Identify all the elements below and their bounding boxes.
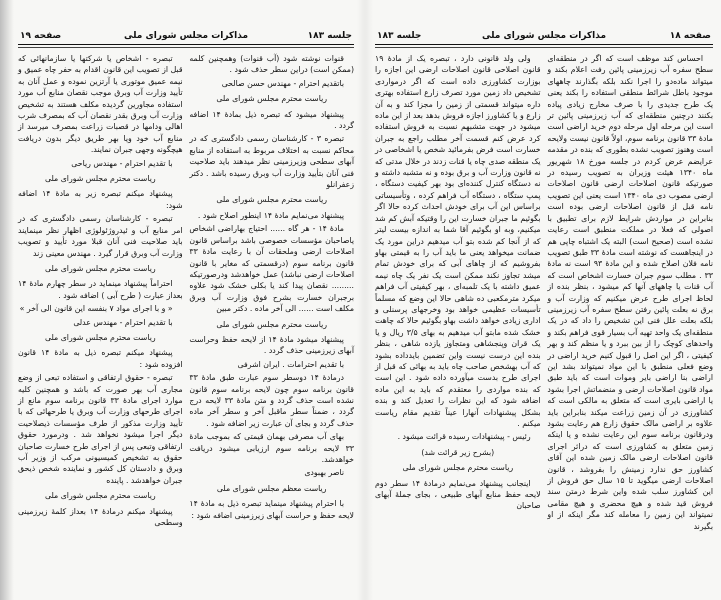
signature-line: ناصر بهبودی <box>304 468 344 478</box>
text-column-left <box>18 53 183 530</box>
signature-line: با تقدیم احترام - مهندس عدلی <box>73 317 173 327</box>
paragraph: « و با اجرای مواد ۷ بنفسه این قانون الی آخر » <box>19 304 173 314</box>
paragraph: با احترام پیشنهاد مینماید تبصره ذیل به مادهٔ ۱۴ لایحه حفظ و حراست آبهای زیرزمینی اضافه شود : <box>189 499 354 520</box>
paragraph: پیشنهاد میشود مادهٔ ۱۴ از لایحه حفظ وحراست آبهای زیرزمینی حذف گردد . <box>189 334 354 356</box>
session-number: جلسه ۱۸۳ <box>377 31 422 41</box>
paragraph: قنوات نوشته شود (آب قنوات) وهمچنین کلمه (ممکن است) دراین سطر حذف شود . <box>189 54 354 75</box>
section-heading: (بشرح زیر قرائت شد) <box>421 447 495 457</box>
running-title: مذاکرات مجلس شورای ملی <box>481 31 607 41</box>
running-title: مذاکرات مجلس شورای ملی <box>123 31 249 41</box>
paragraph: پیشنهاد میکنم تبصره ذیل به مادهٔ ۱۴ قانون افزوده شود : <box>18 348 183 369</box>
paragraph: پیشنهاد میکنم تبصره زیر به مادهٔ ۱۴ اضافه شود: <box>18 189 183 210</box>
paragraph: تبصره - حقوق ارتفاقی و استفاده تبعی از وضع مجاری آب بهر صورت که باشد و همچنین کلیه موارد اجرای مادهٔ ۳۳ قانون برنامه سوم مانع از اجرای طرحهای وزارت آب وبرق یا طرحهائی که با تأیید وزارت مذکور از طرف مؤسسات ذیصلاحیت دیگر اجرا میشود نخواهد شد . ودرمورد حقوق ارتفاقی وتبعی پس از اجرای طرح خسارت صاحبان حقوق به تشخیص کمیسیونی مرکب از وزیر آب وبرق و دادستان کل کشور و نماینده شخص ذیحق جبران خواهدشد . پاینده <box>18 373 183 485</box>
paragraph: پیشنهاد میشود که تبصره ذیل بمادهٔ ۱۴ اضافه گردد . <box>189 109 354 131</box>
signature-line: باتقدیم احترام - مهندس حسن صالحی <box>221 78 344 88</box>
signature-line: با تقدیم احترام - مهندس ریاحی <box>71 158 173 168</box>
paragraph: احتراماً پیشنهاد مینماید در سطر چهارم مادهٔ ۱۴ بعداز عبارت ( طرح آبی ) اضافه شود . <box>18 279 183 300</box>
paragraph: اینجانب پیشنهاد می‌نمایم درمادهٔ ۱۴ سطر دوم لایحه حفظ منابع آبهای طبیعی ، بجای جملهٔ آبهای صاحبان <box>375 478 541 511</box>
paragraph: بهای آب مصرفی بهمان قیمتی که بموجب مادهٔ ۳۳ لایحه برنامه سوم ارزیابی میشود دریافت خواهدشد. <box>189 432 354 464</box>
page-header <box>375 30 713 45</box>
section-heading: ریاست محترم مجلس شورای ملی <box>216 319 328 329</box>
paragraph: ولی ولد قانونی دارد ، تبصره یک از مادهٔ ۱۹ قانون اصلاحی قانون اصلاحات ارضی این اجازه را بوزارت کشاورزی داده است که اگر درمواردی تشخیص داد زمین مورد تصرف زارع استفاده بهتری داره میتواند قسمتی از زمین را مجزا کند و به آن زارع و یا کشاورز اجازه فروش بدهد بعد از این ماده میشود در جهت متشبهم نسبت به فروش استفاده کرد عرض کنم قسمت آخر مطلب راجع به جبران خسارت است فرض بفرمائید شخص یا اشخاصی در یک منطقه صدی چاه یا قنات زدند در خلال مدتی که نه قانون وزارت آب و برق بوده و نه متشبه داشته و نه دستگاه کنترل کننده‌ای بود بهر کیفیت دستگاه ، پمپ ستگاه ، دستگاه آب فراهم کرده ، وتأسیساتی براساس این آب برای خودش احداث کرده حالا اگر بگوئیم ما جبران خسارت این را وقتیکه آبش کم شد میکنیم، وبه او بگوئیم آقا شما به اندازه بیست لیتر که از آنجا کم شده بتو آب میدهیم دراین مورد یک ضمانت میخواهد یعنی ما باید آب را به قیمتی بهاو بفروشیم که از چاهای آبی که برای خودش تمام میشد تجاوز نکند ممکن است یک نفر یک چاه نیمه عمیق داشته با یک تلمبه‌ای ، بهر کیفیتی آب فراهم میکرد مترمکعبی ده شاهی حالا این وضع که مسلماً تأسیسات عظیمی خواهد بود وخرجهای پرسنلی و اداری زیادی خواهد داشت بهاو بگوئیم حالا که چاهت خشک شده مابتو آب میدهیم به بهای ۳/۵ ریال و یا یک قران وپنجشاهی ومتجاوز یازده شاهی ، بنظر بنده این درست نیست واین تضمین بایدداده بشود که آب بهشخص صاحب چاه باید به بهائی که قبل از اجرای طرح بدست میآورده داده شود . این است که بنده مواردی را معتقدم که باید به این ماده اضافه شود که این نظرات را تعدیل کند و بنده بشکل پیشنهادات آنهارا عیناً تقدیم مقام ریاست میکنم . <box>375 54 541 428</box>
page-19 <box>18 30 354 530</box>
text-column-right <box>547 53 713 534</box>
section-heading: ریاست محترم مجلس شورای ملی <box>44 263 156 273</box>
section-heading: ریاست محترم مجلس شورای ملی <box>44 174 156 184</box>
section-heading: ریاست محترم مجلس شورای ملی <box>44 491 156 501</box>
page-columns <box>375 53 713 534</box>
section-heading: ریاست محترم مجلس شورای ملی <box>216 94 328 104</box>
signature-line: با تقدیم احترامات . ایران اشرفی <box>237 359 344 369</box>
section-heading: ریاست معظم مجلس شورای ملی <box>216 483 327 493</box>
signature-line: رئیس - پیشنهادات رسیده قرائت میشود . <box>397 432 531 442</box>
paragraph: تبصره - کارشناسان رسمی دادگستری که در امر منابع آب و ئیدروژئولوژی اظهار نظر مینمایند باید صلاحیت فنی آنان قبلا مورد تأیید و تصویب وزارت آب وبرق قرار گیرد . مهندس معینی زند <box>18 214 183 258</box>
paragraph: درمادهٔ ۱۴ دوسطر سوم عبارت طبق مادهٔ ۳۳ قانون برنامه سوم چون لایحه برنامه سوم قانون نشده است حذف گردد و متن مادهٔ ۳۳ لایحه درج گردد ، ضمناً سطر ماقبل آخر و سطر آخر ماده حذف گردد و بجای آن عبارت زیر اضافه شود . <box>189 373 354 428</box>
page-18 <box>375 30 713 534</box>
page-header <box>18 30 354 45</box>
page-number: صفحه ۱۸ <box>669 31 711 41</box>
section-heading: ریاست محترم مجلس شورای ملی <box>216 195 328 205</box>
section-heading: ریاست محترم مجلس شورای ملی <box>402 463 514 473</box>
paragraph: مادهٔ ۱۴ - هر گاه ...... احتیاج بهاراضی اشخاص یاصاحبان مؤسسات خصوصی باشد براساس قانون اصلاحات ارضی وملحقات آن با رعایت مادهٔ ۳۳ قانون برنامه سوم (درقسمتی که مغایر با قانون اصلاحات ارضی نباشد) عمل خواهدشد ودرصورتیکه ......... نقصان پیدا کند یا بکلی خشک شود علاوه برجبران خسارت بشرح فوق وزارت آب وبرق مکلف است ...... الی آخر ماده . دکتر مبین <box>189 224 354 314</box>
paragraph: پیشنهاد می‌نمایم مادهٔ ۱۴ اینطور اصلاح شود . <box>197 210 344 220</box>
page-number: صفحه ۱۹ <box>20 31 62 41</box>
paragraph: احساس کند موظف است که اگر در منطقه‌ای سطح سفره آب زیرزمینی پائین رفت اعلام بکند و میتواند ماده‌دو را اجرا نکند بلکه بگذارند چاههای موجود باطل شرائط منطقی استفاده را بکند یعنی یک طرح جدیدی را با صرف مخارج زیادی پیاده بکنند درچنین منطقه‌ای که آب زیرزمینی پائین تر است این مرحله اول مرحله دوم خرید اراضی است مادهٔ ۳۳ قانون برنامه سوم، اولاً قانون نیست ولایحه است وهنوز تصویب نشده بطوری که بنده در مقدمه عرایضم عرض کردم در جلسه مورخ ۱۸ شهریور ماه ۱۳۴۰ هیئت وزیران به تصویب رسیده در صورتیکه قانون اصلاحات ارضی قانون اصلاحات ارضی مصوب دی ماه ۱۳۴۰ است یعنی این تصویب نامه قبل از قانون اصلاحات ارضی بوده است بنابراین در مواردش شرایط لازم برای تطبیق با اصولی که فعلا در مملکت منطبق است رعایت نشده است (صحیح است) البته یک اشتباه چاپی هم در اینجاهست که نوشته است مادهٔ ۳۳ طبق تصویب نامه فلان اصلاح شده و این مادهٔ ۹۳ است نه مادهٔ ۳۳ . مطلب سوم جبران خسارت اشخاص است که آب قنات یا چاههای آنها کم میشود ، بنظر بنده از لحاظ اجرای طرح عرض میکنیم که وزارت آب و برق نه بعلت پائین رفتن سطح سفره آب زیرزمینی بلکه بعلت علل فنی این تشخیص را داد که در یک منطقه‌ای یک واحد تهیه آب بسیار قوی فراهم بکند و واحدهای کوچک را از بین ببرد و یا منظم کند و بهر کیفیتی ، اگر این اصل را قبول کنیم خرید اراضی در وضع فعلی منطبق با این مواد نمیتواند بشد این اراضی بنا اراضی بایر وموات است که باید طبق مواد قانون اصلاحات ارضی و منضماتش اجرا بشود یا اراضی بایری است که متعلق به مالکی است که کشاورزی در آن زمین زراعت میکند بنابراین باید علاوه بر اراضی مالک حقوق زارع هم رعایت بشود ودرقانون برنامه سوم این رعایت نشده و یا اینکه زمین متعلق به کشاورزی است که دراثر اجرای قانون اصلاحات ارضی مالک زمین شده این آقای کشاورز حق ندارد زمینش را بفروشد ، قانون اصلاحات ارضی میگوید تا ۱۵ سال حق فروش از این کشاورز سلب شده واین شرط درمتن سند فروش قید شده و هیچ محضری و هیچ مقامی نمیتواند این زمین را معامله کند مگر اینکه از او بگیرند <box>547 54 713 531</box>
scan-binding-shadow <box>0 0 14 600</box>
paragraph: پیشنهاد میکنم درمادهٔ ۱۴ بعداز کلمهٔ زیرزمینی وسطحی <box>18 506 183 528</box>
page-columns <box>18 53 354 530</box>
paragraph: تبصره ۳ - کارشناسان رسمی دادگستری که در محاکم نسبت به اختلاف مربوط به استفاده از منابع آبهای سطحی وزیرزمینی نظر میدهند باید صلاحیت فنی آنان بتأیید وزارت آب وبرق رسیده باشد . دکتر زعفرانلو <box>189 134 354 190</box>
text-column-left <box>375 53 541 514</box>
text-column-right <box>189 53 354 523</box>
paragraph: تبصره - اشخاص یا شرکتها یا سازمانهائی که قبل از تصویب این قانون اقدام به حفر چاه عمیق و نیمه عمیق موتوری یا آرتزین نموده و عمل آنان به تأیید وزارت آب وبرق موجب نقصان منابع آب مورد استفاده مجاورین گردیده مکلف هستند به تشخیص وزارت آب وبرق بقدر نقصان آب که بمصرف شرب اهالی ودامها در قصبات زراعت بمصرف میرسد از منابع آب خود ویا بهر طریق دیگر بدون دریافت هیچگونه وجهی جبران نمایند. <box>18 54 183 155</box>
session-number: جلسه ۱۸۳ <box>307 31 352 41</box>
page-gutter <box>357 0 373 600</box>
section-heading: ریاست محترم مجلس شورای ملی <box>44 332 156 342</box>
